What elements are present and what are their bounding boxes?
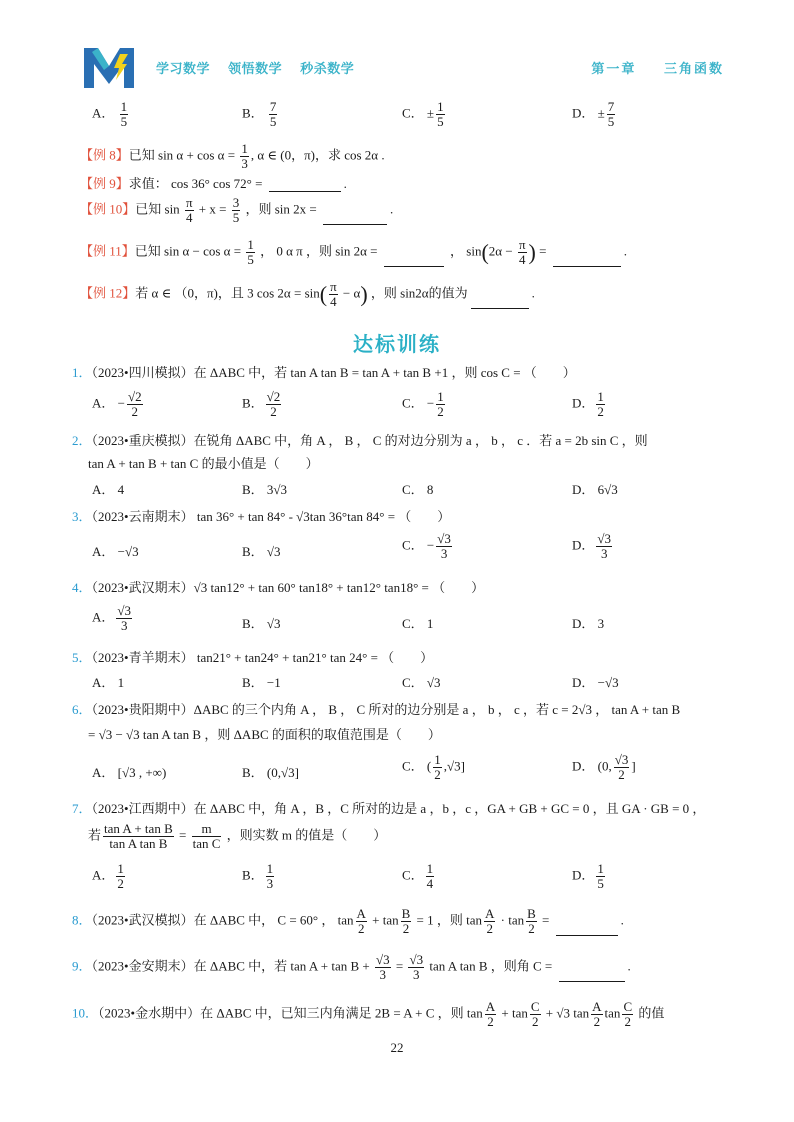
denominator: 2 xyxy=(531,1014,539,1029)
problem-6-line-2: = √3 − √3 tan A tan B ，则 ΔABC 的面积的取值范围是（ ） xyxy=(88,727,441,742)
header-chapter xyxy=(569,58,724,77)
fraction xyxy=(526,907,537,936)
fraction xyxy=(266,862,275,891)
slogan-3: 秒杀数学 xyxy=(300,61,355,76)
section-title: 达标训练 xyxy=(353,332,441,356)
answer-blank[interactable] xyxy=(471,308,529,309)
option-label: A． xyxy=(92,609,115,625)
problem-text: 在 ΔABC 中，若 tan A + tan B + xyxy=(193,958,373,974)
denominator: tan A tan B xyxy=(109,836,168,851)
example-mid: + x = xyxy=(195,201,230,217)
left-paren: ( xyxy=(481,239,489,265)
chapter-title: 三角函数 xyxy=(663,61,724,76)
problem-number: 10． xyxy=(72,1005,99,1021)
example-inner: 2α − xyxy=(488,243,516,259)
denominator: 5 xyxy=(269,114,277,129)
numerator: 7 xyxy=(607,99,615,114)
plus-minus: ± xyxy=(597,105,605,121)
numerator: √3 xyxy=(614,752,629,767)
denominator: 2 xyxy=(618,767,625,782)
option-label: C． xyxy=(402,867,424,883)
fraction xyxy=(591,1000,602,1029)
answer-blank[interactable] xyxy=(553,266,621,267)
denominator: 4 xyxy=(330,294,337,309)
example-8 xyxy=(80,142,385,171)
numerator: 1 xyxy=(437,99,444,114)
example-mid2: ， sin xyxy=(446,243,482,259)
option-letter: D． xyxy=(572,105,595,121)
problem-6-option-a[interactable]: A． [√3 , +∞) xyxy=(92,765,167,780)
problem-text: 在 ΔABC 中，已知三内角满足 2B = A + C ，则 tan xyxy=(200,1005,483,1021)
numerator: π xyxy=(330,279,337,294)
problem-source: （2023•青羊期末） xyxy=(91,650,194,665)
option-label: A． xyxy=(92,867,115,883)
option-label: C． − xyxy=(402,537,435,553)
option-label: B． xyxy=(242,395,264,411)
numerator: 1 xyxy=(117,861,124,876)
option-label: C． ( xyxy=(402,758,432,774)
problem-source: （2023•贵阳期中） xyxy=(91,702,194,717)
fraction xyxy=(436,532,452,561)
example-end: = xyxy=(535,243,550,259)
left-paren: ( xyxy=(319,281,328,307)
fraction xyxy=(185,196,194,225)
top-option-a xyxy=(92,100,130,129)
answer-blank[interactable] xyxy=(384,266,444,267)
text-mid: = xyxy=(175,827,190,843)
numerator: √2 xyxy=(127,389,142,404)
option-label: C． − xyxy=(402,395,435,411)
numerator: √3 xyxy=(117,603,132,618)
denominator: 3 xyxy=(413,967,420,982)
text-pre: 若 xyxy=(88,827,102,843)
text-mid3: · tan xyxy=(497,912,525,928)
option-letter: B． xyxy=(242,105,264,121)
problem-1-option-c[interactable] xyxy=(402,390,447,419)
problem-7-option-c[interactable] xyxy=(402,862,436,891)
fraction xyxy=(269,100,278,129)
example-inner: − α xyxy=(339,285,361,301)
numerator: m xyxy=(192,822,222,837)
problem-6-option-c[interactable] xyxy=(402,753,465,782)
problem-10 xyxy=(72,1000,664,1029)
example-tag: 【例 11】 xyxy=(80,243,135,259)
example-end: . xyxy=(531,285,535,301)
problem-text: 在 ΔABC 中，若 tan A tan B = tan A + tan B +1 ，则 cos C = （ ） xyxy=(193,365,576,380)
example-9 xyxy=(80,173,347,192)
problem-5-option-c[interactable]: C． √3 xyxy=(402,675,441,690)
option-letter: C． xyxy=(402,105,424,121)
fraction xyxy=(246,238,255,267)
problem-6 xyxy=(72,699,680,718)
problem-text: √3 tan12° + tan 60° tan18° + tan12° tan18° = （ ） xyxy=(193,580,485,595)
answer-blank[interactable] xyxy=(556,935,618,936)
denominator: 2 xyxy=(437,404,444,419)
denominator: 5 xyxy=(120,114,128,129)
numerator: π xyxy=(185,195,193,210)
fraction xyxy=(329,280,338,309)
problem-7-option-a[interactable] xyxy=(92,862,127,891)
example-10 xyxy=(80,196,393,225)
problem-number: 9． xyxy=(72,958,92,974)
fraction xyxy=(614,753,630,782)
fraction xyxy=(436,390,445,419)
problem-6-option-b[interactable]: B． (0,√3] xyxy=(242,765,299,780)
text-mid: + tan xyxy=(368,912,399,928)
numerator: B xyxy=(527,906,536,921)
fraction xyxy=(120,100,129,129)
problem-8 xyxy=(72,907,624,936)
problem-number: 7． xyxy=(72,801,92,816)
example-text: 已知 sin α − cos α = xyxy=(134,243,245,259)
numerator: 1 xyxy=(120,99,128,114)
numerator: √2 xyxy=(266,389,281,404)
header-slogans xyxy=(156,58,368,77)
numerator: √3 xyxy=(597,531,612,546)
problem-3 xyxy=(72,506,450,525)
numerator: B xyxy=(401,906,411,921)
top-option-b xyxy=(242,100,279,129)
numerator: 1 xyxy=(241,141,248,156)
answer-blank[interactable] xyxy=(323,224,387,225)
denominator: 3 xyxy=(241,156,248,171)
fraction xyxy=(530,1000,541,1029)
fraction xyxy=(103,822,174,851)
numerator: 7 xyxy=(269,99,277,114)
problem-source: （2023•四川模拟） xyxy=(91,365,194,380)
text-end2: . xyxy=(620,912,624,928)
top-option-d xyxy=(572,100,617,129)
problem-text: tan21° + tan24° + tan21° tan 24° = （ ） xyxy=(193,650,434,665)
text-mid: = xyxy=(392,958,407,974)
problem-2 xyxy=(72,430,648,449)
denominator: 2 xyxy=(357,921,365,936)
problem-text: 在 ΔABC 中， C = 60° ， tan xyxy=(193,912,354,928)
fraction xyxy=(485,1000,496,1029)
problem-source: （2023•重庆模拟） xyxy=(91,433,194,448)
numerator: tan A + tan B xyxy=(104,821,173,836)
problem-number: 4． xyxy=(72,580,92,595)
example-rest: , α ∈ (0，π)，求 cos 2α . xyxy=(250,147,385,163)
example-text: 已知 sin α + cos α = xyxy=(128,147,239,163)
denominator: 2 xyxy=(487,1014,494,1029)
example-text: 已知 sin xyxy=(135,201,183,217)
option-label: D． (0, xyxy=(572,758,612,774)
problem-5-option-b[interactable]: B． −1 xyxy=(242,675,281,690)
problem-9 xyxy=(72,953,631,982)
denominator: 2 xyxy=(593,1014,601,1029)
fraction xyxy=(408,953,424,982)
problem-text: tan 36° + tan 84° - √3tan 36°tan 84° = （ ） xyxy=(193,509,451,524)
fraction xyxy=(232,196,241,225)
fraction xyxy=(356,907,367,936)
option-label: A． − xyxy=(92,395,125,411)
denominator: 3 xyxy=(120,618,128,633)
numerator: A xyxy=(485,906,495,921)
numerator: 1 xyxy=(247,237,254,252)
logo-icon xyxy=(80,44,138,90)
fraction xyxy=(127,390,143,419)
text-end: 的值 xyxy=(635,1005,665,1021)
fraction xyxy=(240,142,249,171)
fraction xyxy=(518,238,527,267)
denominator: 4 xyxy=(185,210,193,225)
example-rest: ，则 sin 2x = xyxy=(242,201,320,217)
numerator: 1 xyxy=(597,389,604,404)
page-number: 22 xyxy=(390,1040,404,1055)
fraction xyxy=(596,862,605,891)
problem-source: （2023•江西期中） xyxy=(91,801,194,816)
example-tag: 【例 9】 xyxy=(80,176,129,191)
option-label: D． xyxy=(572,867,595,883)
numerator: √3 xyxy=(375,952,390,967)
text-mid2: + √3 tan xyxy=(542,1005,590,1021)
problem-1 xyxy=(72,362,576,381)
problem-source: （2023•云南期末） xyxy=(91,509,194,524)
problem-5-option-d[interactable]: D． −√3 xyxy=(572,675,619,690)
problem-source: （2023•金水期中） xyxy=(98,1005,201,1021)
problem-number: 3． xyxy=(72,509,92,524)
problem-1-option-a[interactable] xyxy=(92,390,145,419)
denominator: 3 xyxy=(600,546,608,561)
problem-1-option-b[interactable] xyxy=(242,390,283,419)
numerator: √3 xyxy=(437,531,451,546)
fraction xyxy=(426,862,435,891)
numerator: A xyxy=(485,999,496,1014)
fraction xyxy=(436,100,445,129)
denominator: 2 xyxy=(131,404,139,419)
numerator: 1 xyxy=(437,389,444,404)
fraction xyxy=(116,604,132,633)
numerator: A xyxy=(356,906,366,921)
problem-source: （2023•金安期末） xyxy=(91,958,194,974)
denominator: 3 xyxy=(440,546,448,561)
example-text: 求值： cos 36° cos 72° = xyxy=(128,176,266,191)
denominator: 2 xyxy=(270,404,277,419)
numerator: C xyxy=(530,999,540,1014)
text-end: = xyxy=(538,912,553,928)
denominator: 5 xyxy=(597,876,604,891)
problem-3-option-a[interactable]: A． −√3 xyxy=(92,544,139,559)
numerator: C xyxy=(623,999,633,1014)
denominator: 5 xyxy=(437,114,444,129)
problem-7-line-2 xyxy=(88,822,386,851)
example-tag: 【例 10】 xyxy=(80,201,136,217)
text-mid: + tan xyxy=(498,1005,528,1021)
problem-number: 5． xyxy=(72,650,92,665)
denominator: 4 xyxy=(426,876,434,891)
slogan-1: 学习数学 xyxy=(156,61,211,76)
problem-2-line-2: tan A + tan B + tan C 的最小值是（ ） xyxy=(88,456,319,471)
text-end: tan A tan B ，则角 C = xyxy=(426,958,556,974)
plus-minus: ± xyxy=(426,105,435,121)
top-option-c xyxy=(402,100,447,129)
fraction xyxy=(433,753,442,782)
example-end2: . xyxy=(623,243,627,259)
problem-6-option-d[interactable] xyxy=(572,753,636,782)
problem-text: ΔABC 的三个内角 A ， B ， C 所对的边分别是 a ， b ， c ，若 c = 2√3 ， tan A + tan B xyxy=(193,702,681,717)
option-label: D． xyxy=(572,395,595,411)
example-text: 若 α ∈ （0，π)，且 3 cos 2α = sin xyxy=(135,285,320,301)
problem-4-option-b[interactable]: B． √3 xyxy=(242,616,281,631)
denominator: 2 xyxy=(624,1014,632,1029)
denominator: 2 xyxy=(486,921,493,936)
problem-7-option-b[interactable] xyxy=(242,862,276,891)
problem-text: 在锐角 ΔABC 中，角 A ， B ， C 的对边分别为 a ， b ， c ．若 a = 2b sin C ，则 xyxy=(193,433,648,448)
problem-number: 8． xyxy=(72,912,92,928)
problem-number: 1． xyxy=(72,365,92,380)
example-rest: . xyxy=(343,176,347,191)
problem-4-option-d[interactable]: D． 3 xyxy=(572,616,605,631)
problem-2-option-d[interactable]: D． 6√3 xyxy=(572,482,618,497)
example-mid: ， 0 α π ，则 sin 2α = xyxy=(256,243,381,259)
slogan-2: 领悟数学 xyxy=(228,61,283,76)
numerator: 1 xyxy=(426,861,434,876)
denominator: 5 xyxy=(232,210,240,225)
answer-blank[interactable] xyxy=(559,981,625,982)
chapter-number: 第一章 xyxy=(591,61,637,76)
problem-5 xyxy=(72,647,433,666)
option-end: ,√3] xyxy=(443,758,465,774)
denominator: 2 xyxy=(402,921,410,936)
problem-5-option-a[interactable]: A． 1 xyxy=(92,675,125,690)
numerator: π xyxy=(518,237,526,252)
option-end: ] xyxy=(631,758,636,774)
problem-text: 在 ΔABC 中，角 A ，B ，C 所对的边是 a ，b ，c ，GA + GB + GC = 0 ，且 GA · GB = 0 ， xyxy=(193,801,706,816)
fraction xyxy=(596,532,612,561)
text-mid2: = 1 ，则 tan xyxy=(413,912,483,928)
denominator: 4 xyxy=(518,252,526,267)
fraction xyxy=(266,390,282,419)
example-tag: 【例 8】 xyxy=(80,147,129,163)
option-label: D． xyxy=(572,537,595,553)
numerator: A xyxy=(592,999,602,1014)
denominator: 2 xyxy=(117,876,124,891)
denominator: 5 xyxy=(607,114,615,129)
problem-3-option-b[interactable]: B． √3 xyxy=(242,544,281,559)
problem-source: （2023•武汉期末） xyxy=(91,580,194,595)
example-11 xyxy=(80,238,627,267)
denominator: 3 xyxy=(379,967,387,982)
problem-7-option-d[interactable] xyxy=(572,862,607,891)
fraction xyxy=(622,1000,633,1029)
problem-4-option-a[interactable] xyxy=(92,604,134,633)
problem-3-option-c[interactable] xyxy=(402,532,454,561)
fraction xyxy=(375,953,391,982)
fraction xyxy=(607,100,616,129)
denominator: 3 xyxy=(266,876,274,891)
problem-number: 6． xyxy=(72,702,92,717)
denominator: 2 xyxy=(528,921,535,936)
problem-3-option-d[interactable] xyxy=(572,532,614,561)
fraction xyxy=(401,907,412,936)
denominator: 5 xyxy=(247,252,254,267)
numerator: 3 xyxy=(232,195,240,210)
fraction xyxy=(116,862,125,891)
problem-4-option-c[interactable]: C． 1 xyxy=(402,616,434,631)
problem-7 xyxy=(72,798,705,817)
problem-4 xyxy=(72,577,484,596)
option-label: B． xyxy=(242,867,264,883)
denominator: tan C xyxy=(192,836,221,851)
denominator: 2 xyxy=(597,404,604,419)
text-end2: . xyxy=(627,958,631,974)
numerator: 1 xyxy=(597,861,604,876)
example-end: . xyxy=(389,201,394,217)
numerator: 1 xyxy=(434,752,441,767)
numerator: 1 xyxy=(266,861,274,876)
example-tag: 【例 12】 xyxy=(80,285,136,301)
option-letter: A． xyxy=(92,105,115,121)
problem-2-option-c[interactable]: C． 8 xyxy=(402,482,434,497)
example-12 xyxy=(80,280,535,309)
fraction xyxy=(596,390,605,419)
numerator: √3 xyxy=(409,952,424,967)
example-rest: ，则 sin2α的值为 xyxy=(367,285,468,301)
fraction xyxy=(484,907,495,936)
problem-2-option-a[interactable]: A． 4 xyxy=(92,482,125,497)
right-paren: ) xyxy=(360,281,368,307)
page-header xyxy=(80,44,724,92)
denominator: 2 xyxy=(434,767,441,782)
problem-2-option-b[interactable]: B． 3√3 xyxy=(242,482,288,497)
text-end: ，则实数 m 的值是（ ） xyxy=(223,827,387,843)
answer-blank[interactable] xyxy=(269,191,341,192)
problem-number: 2． xyxy=(72,433,92,448)
text-mid3: tan xyxy=(604,1005,621,1021)
fraction xyxy=(192,822,222,851)
problem-1-option-d[interactable] xyxy=(572,390,607,419)
problem-source: （2023•武汉模拟） xyxy=(91,912,194,928)
right-paren: ) xyxy=(528,239,536,265)
